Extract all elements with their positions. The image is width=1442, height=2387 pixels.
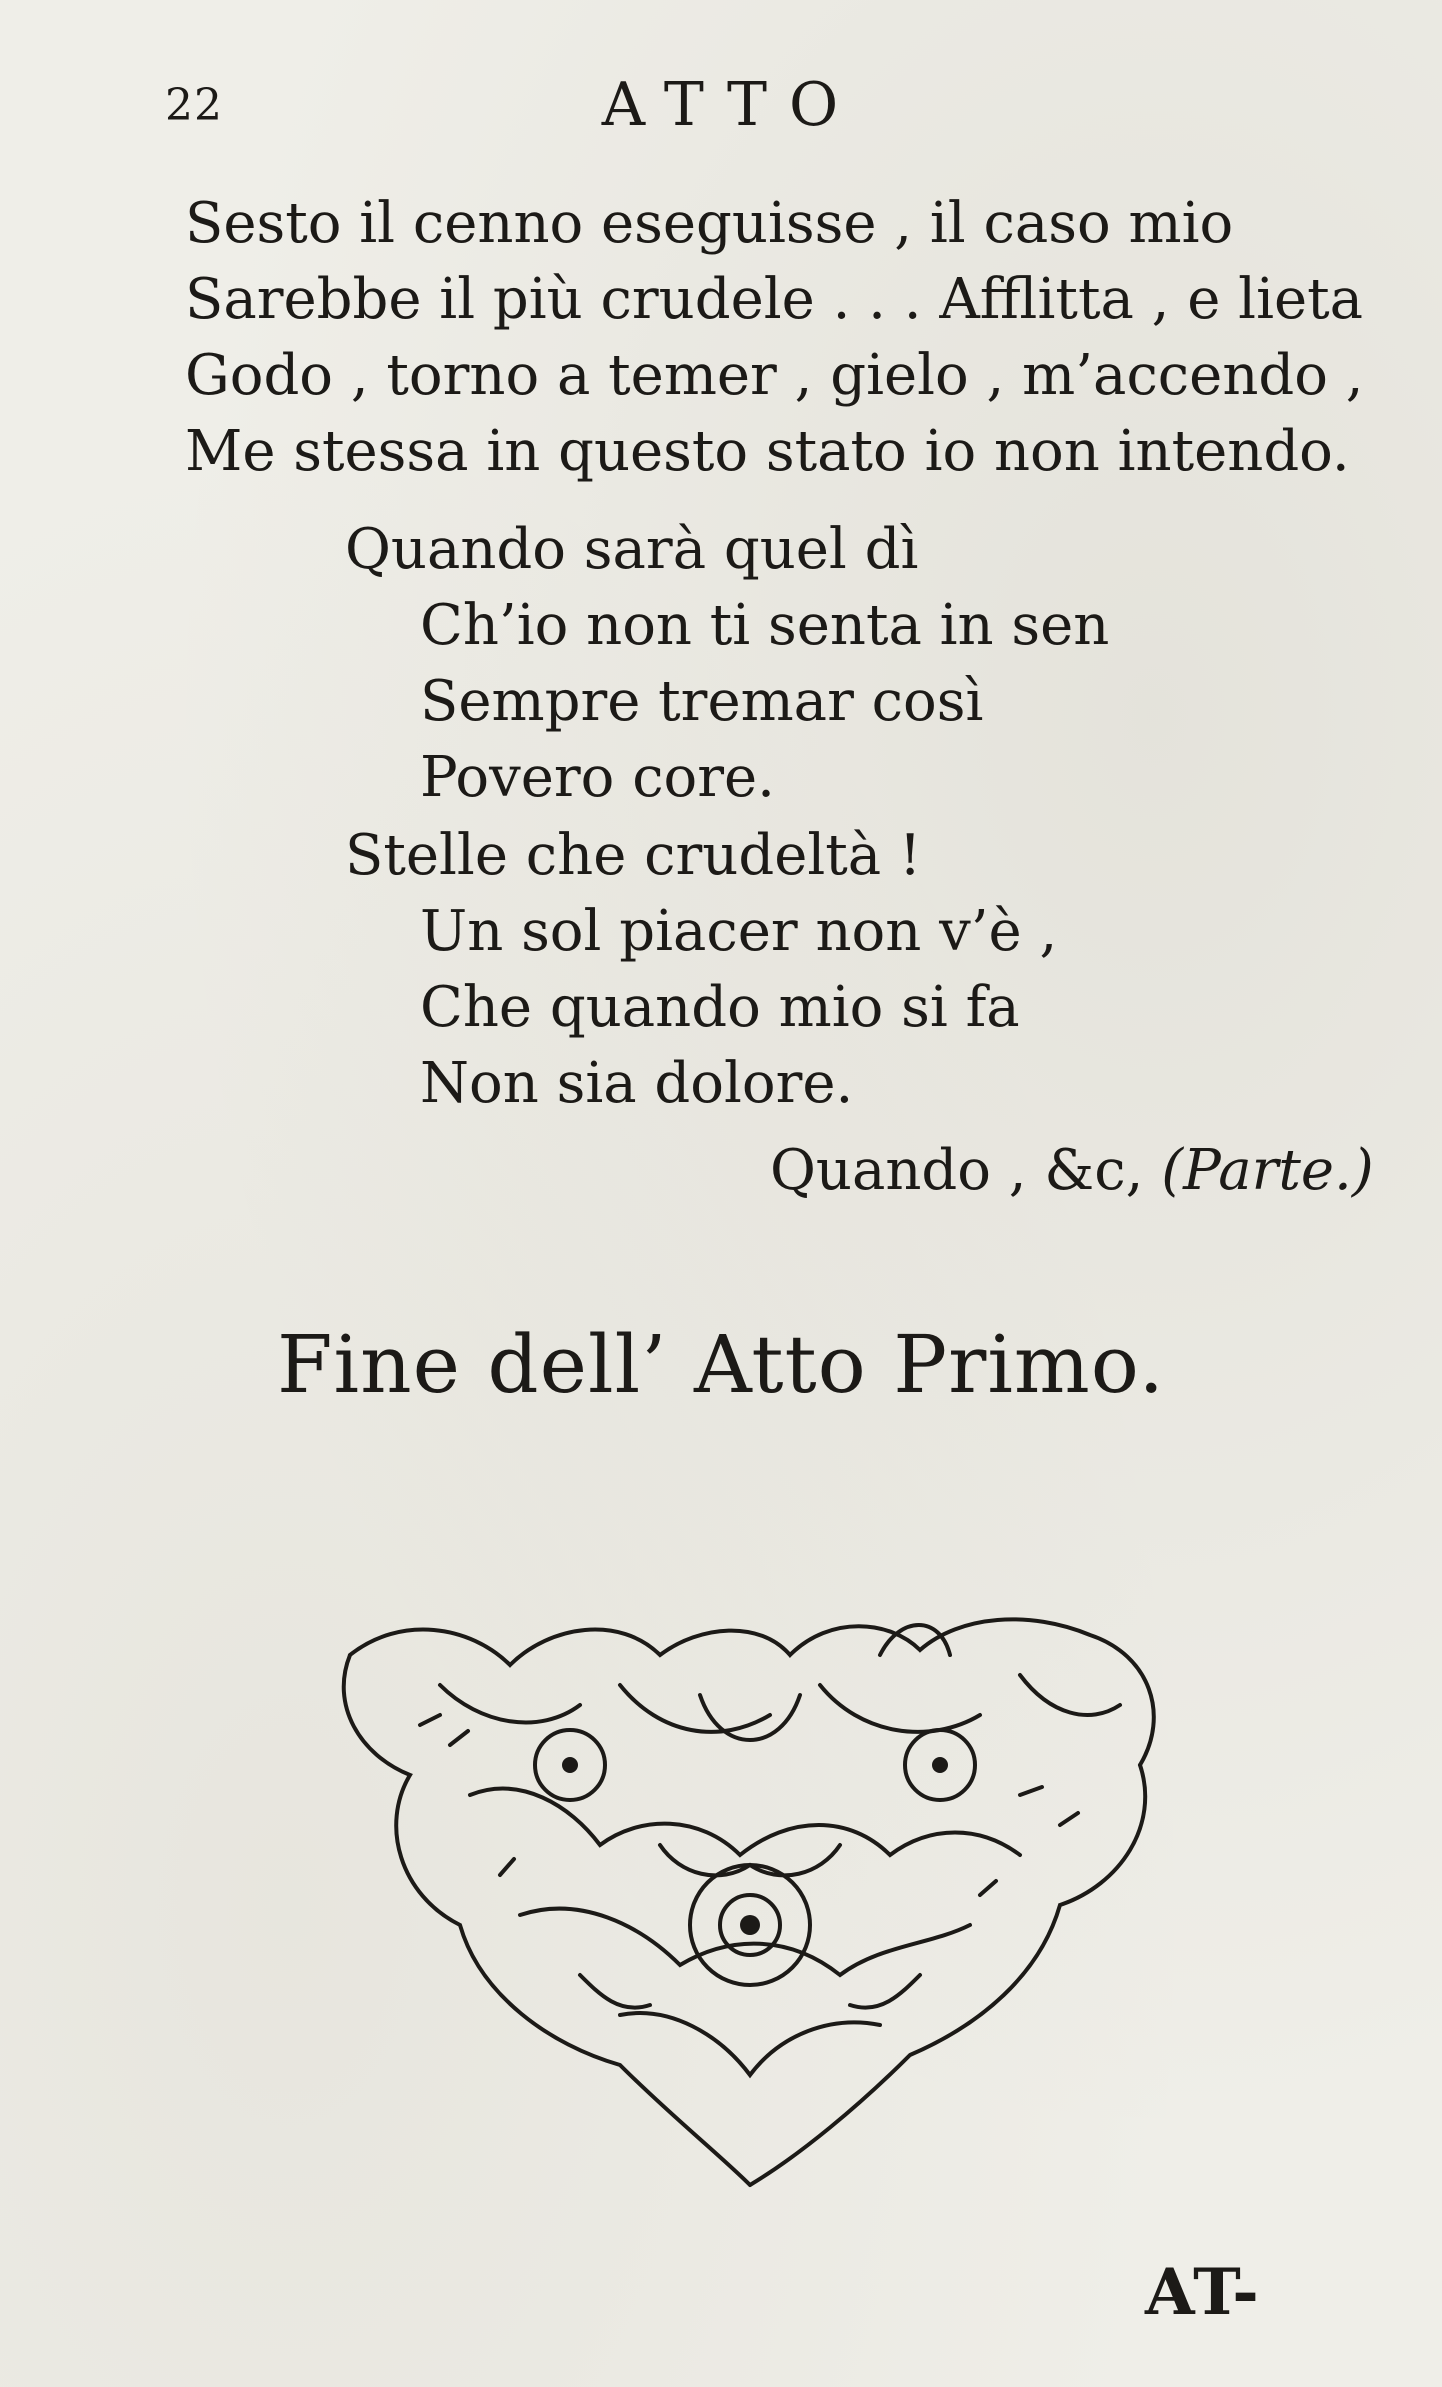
running-head: ATTO (601, 70, 861, 140)
aria-line: Sempre tremar così (420, 669, 984, 734)
aria-line: Ch’io non ti senta in sen (420, 593, 1110, 658)
stage-direction: (Parte.) (1161, 1138, 1374, 1203)
page-number: 22 (165, 80, 223, 131)
reprise-text: Quando , &c, (770, 1138, 1144, 1203)
prose-line: Sesto il cenno eseguisse , il caso mio (185, 191, 1234, 256)
floral-tailpiece-icon (320, 1595, 1180, 2195)
aria-line: Stelle che crudeltà ! (345, 823, 922, 888)
act-end-title: Fine dell’ Atto Primo. (277, 1318, 1165, 1411)
aria-line: Povero core. (420, 745, 775, 810)
aria-line: Non sia dolore. (420, 1051, 854, 1116)
aria-line: Quando sarà quel dì (345, 517, 919, 582)
prose-line: Godo , torno a temer , gielo , m’accendo , (185, 343, 1364, 408)
aria-line: Un sol piacer non v’è , (420, 899, 1058, 964)
catchword: AT- (1145, 2255, 1261, 2330)
aria-line: Che quando mio si fa (420, 975, 1020, 1040)
reprise-cue (770, 1138, 1374, 1203)
prose-line: Me stessa in questo stato io non intendo. (185, 419, 1350, 484)
prose-line: Sarebbe il più crudele . . . Afflitta , e lieta (185, 267, 1364, 332)
page-header (0, 70, 1442, 140)
